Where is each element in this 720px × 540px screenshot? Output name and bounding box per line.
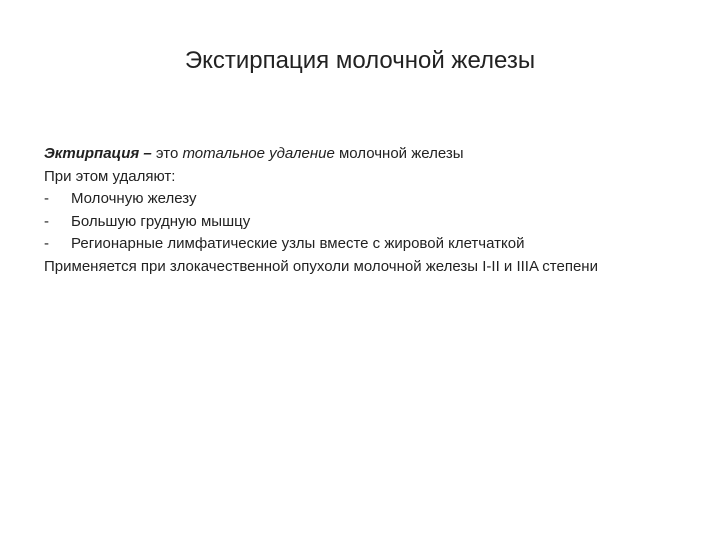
list-item-text: Регионарные лимфатические узлы вместе с жировой клетчаткой	[71, 235, 525, 252]
list-item-text: Большую грудную мышцу	[71, 212, 251, 230]
list-item	[44, 233, 684, 256]
definition-line	[44, 143, 684, 166]
list-item	[44, 211, 684, 234]
bullet-dash: -	[44, 190, 49, 207]
bullet-dash: -	[44, 235, 49, 252]
list-item	[44, 188, 684, 211]
definition-term: Эктирпация –	[44, 145, 152, 162]
intro-line: При этом удаляют:	[44, 167, 176, 185]
list-item-text: Молочную железу	[71, 190, 197, 207]
slide-title: Экстирпация молочной железы	[184, 47, 536, 74]
conclusion-line: Применяется при злокачественной опухоли молочной железы I-II и IIIA степени	[44, 257, 598, 275]
definition-text-before: это	[151, 145, 183, 162]
definition-emphasis: тотальное удаление	[182, 145, 335, 162]
bullet-dash: -	[44, 212, 49, 230]
slide-body	[44, 143, 684, 278]
definition-text-after: молочной железы	[334, 145, 464, 162]
